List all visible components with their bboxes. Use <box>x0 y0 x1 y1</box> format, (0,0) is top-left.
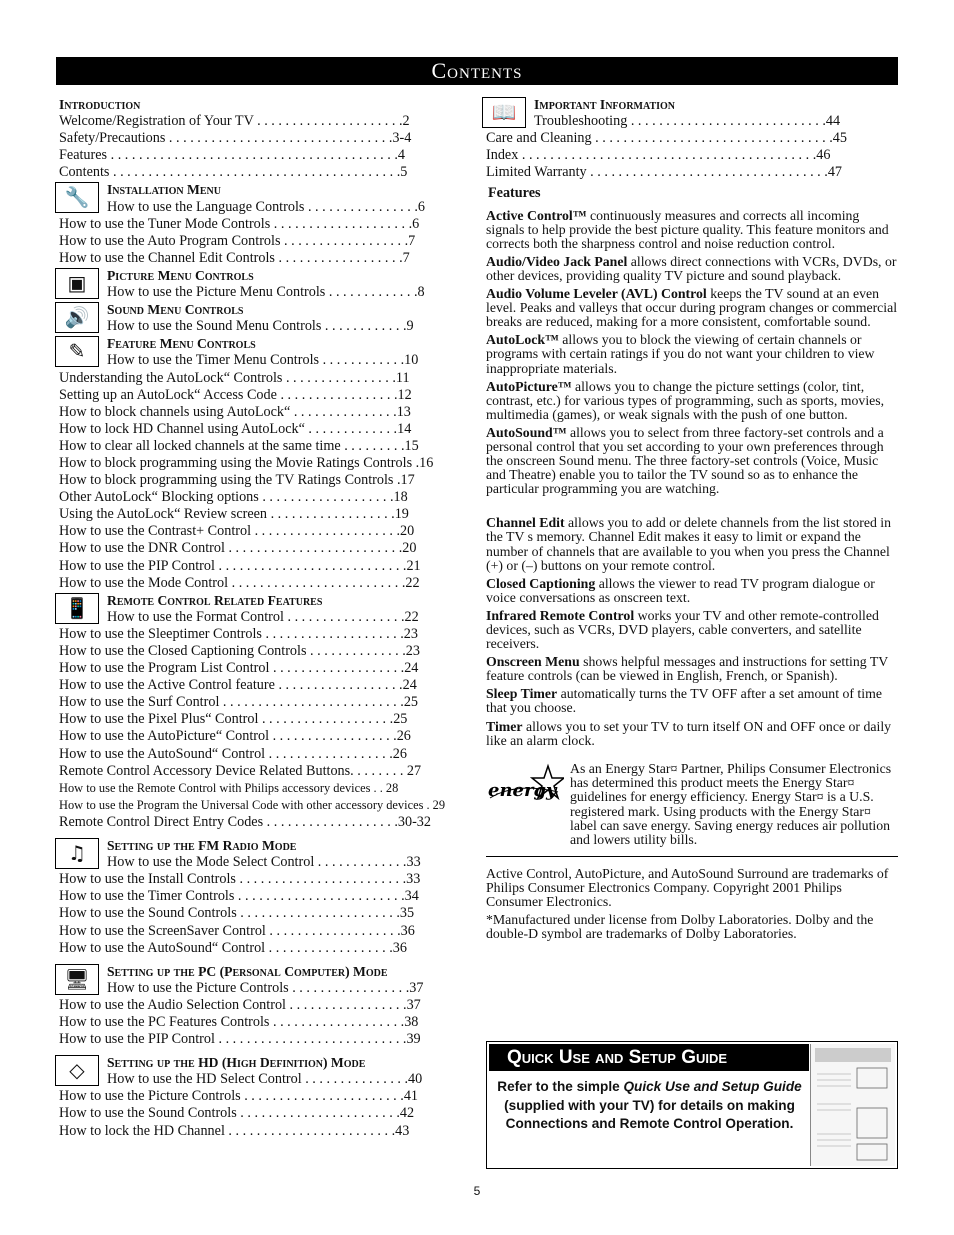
feature-description <box>486 655 898 683</box>
toc-entry[interactable]: How to use the Pixel Plus“ Control . . . . . . . . . . . . . . . . . . .25 <box>59 711 408 728</box>
feature-term: Audio/Video Jack Panel <box>486 253 628 269</box>
toc-entry[interactable]: How to use the DNR Control . . . . . . . . . . . . . . . . . . . . . . . . .20 <box>59 540 417 557</box>
toc-entry[interactable]: How to use the PIP Control . . . . . . . . . . . . . . . . . . . . . . . . . . .39 <box>59 1031 421 1048</box>
toc-entry[interactable]: How to use the AutoSound“ Control . . . . . . . . . . . . . . . . . .26 <box>59 745 407 762</box>
svg-text:energy: energy <box>488 779 557 801</box>
toc-entry[interactable]: Remote Control Accessory Device Related Buttons. . . . . . . . 27 <box>59 762 422 779</box>
energy-star-text: As an Energy Star¤ Partner, Philips Consumer Electronics has determined this product meets the Energy Star¤ guidelines for energy efficiency. Energy Star¤ is a U.S. registered mark. Using products with the Energy Star¤ label can save energy. Saving energy reduces air pollution and lowers utility bills. <box>570 760 892 848</box>
feature-text: works your TV and other remote-controlled devices, such as VCRs, DVD players, cable converters, and satellite receivers. <box>486 607 879 652</box>
toc-entry[interactable]: How to use the Language Controls . . . . . . . . . . . . . . . .6 <box>107 198 425 215</box>
section-feature <box>59 335 477 591</box>
feature-term: AutoPicture™ <box>486 378 572 394</box>
toc-entry[interactable]: Setting up an AutoLock“ Access Code . . . . . . . . . . . . . . . . .12 <box>59 386 412 403</box>
section-heading-pc: Setting up the PC (Personal Computer) Mode <box>107 963 388 979</box>
feature-term: Channel Edit <box>486 515 565 531</box>
feature-description <box>486 209 898 251</box>
feature-text: allows you to set your TV to turn itself ON and OFF once or daily like an alarm clock. <box>486 718 892 748</box>
tools-icon: 🔧 <box>55 182 99 213</box>
feature-text: allows you to change the picture settings (color, tint, contrast, etc.) for various types of programming, such as sports, movies, multimedia (games), or weak signals with the push of one button. <box>486 378 885 422</box>
toc-entry[interactable]: How to use the ScreenSaver Control . . . . . . . . . . . . . . . . . . .36 <box>59 922 415 939</box>
toc-entry[interactable]: How to use the Program the Universal Code with other accessory devices . 29 <box>59 797 446 812</box>
quick-guide-text: Refer to the simple Quick Use and Setup Guide (supplied with your TV) for details on making Connections and Remote Control Operation. <box>497 1079 802 1132</box>
feature-description <box>486 516 898 572</box>
toc-entry[interactable]: How to use the Picture Menu Controls . . . . . . . . . . . . .8 <box>107 284 425 301</box>
section-picture <box>59 267 477 301</box>
section-installation <box>59 181 477 266</box>
feature-text: allows direct connections with VCRs, DVDs, or other devices, providing quality TV picture and sound playback. <box>486 253 897 283</box>
toc-entry[interactable]: How to use the Sound Controls . . . . . . . . . . . . . . . . . . . . . . .35 <box>59 905 415 922</box>
toc-entry[interactable]: How to use the Install Controls . . . . . . . . . . . . . . . . . . . . . . . .33 <box>59 871 421 888</box>
toc-entry[interactable]: How to use the Tuner Mode Controls . . . . . . . . . . . . . . . . . . . .6 <box>59 215 420 232</box>
toc-entry[interactable]: How to use the AutoSound“ Control . . . . . . . . . . . . . . . . . .36 <box>59 939 407 956</box>
toc-entry[interactable]: Care and Cleaning . . . . . . . . . . . . . . . . . . . . . . . . . . . . . . . . . .45 <box>486 130 847 147</box>
toc-entry[interactable]: How to use the Sound Controls . . . . . . . . . . . . . . . . . . . . . . .42 <box>59 1105 415 1122</box>
feature-description <box>486 577 898 605</box>
section-heading-important: Important Information <box>534 97 676 112</box>
toc-entry[interactable]: How to clear all locked channels at the same time . . . . . . . . .15 <box>59 437 419 454</box>
toc-entry[interactable]: How to lock the HD Channel . . . . . . . . . . . . . . . . . . . . . . . .43 <box>59 1122 410 1139</box>
toc-entry[interactable]: How to use the Channel Edit Controls . . . . . . . . . . . . . . . . . .7 <box>59 249 410 266</box>
toc-entry[interactable]: How to use the AutoPicture“ Control . . . . . . . . . . . . . . . . . .26 <box>59 728 411 745</box>
toc-entry[interactable]: How to use the Auto Program Controls . . . . . . . . . . . . . . . . . .7 <box>59 232 416 249</box>
toc-entry[interactable]: How to use the Active Control feature . . . . . . . . . . . . . . . . . .24 <box>59 677 417 694</box>
toc-entry[interactable]: How to use the PIP Control . . . . . . . . . . . . . . . . . . . . . . . . . . .21 <box>59 557 421 574</box>
section-fm <box>59 837 477 957</box>
feature-term: Closed Captioning <box>486 575 596 591</box>
section-heading-installation: Installation Menu <box>107 182 221 198</box>
page-number: 5 <box>473 1184 481 1198</box>
toc-entry[interactable]: How to block programming using the Movie Ratings Controls .16 <box>59 454 434 471</box>
feature-text: shows helpful messages and instructions for setting TV feature controls (can be viewed in English, French, or Spanish). <box>486 654 888 684</box>
section-important <box>486 96 898 181</box>
music-note-icon: ♫ <box>55 838 99 869</box>
page-title: Contents <box>56 57 898 85</box>
toc-entry[interactable]: How to use the Timer Controls . . . . . . . . . . . . . . . . . . . . . . . .34 <box>59 888 419 905</box>
toc-entry[interactable]: How to use the Timer Menu Controls . . . . . . . . . . . .10 <box>107 352 419 369</box>
quick-guide-box <box>486 1041 898 1169</box>
feature-description <box>486 720 898 748</box>
computer-icon: 🖥 <box>55 964 99 995</box>
section-heading-picture: Picture Menu Controls <box>107 267 254 283</box>
section-heading-sound: Sound Menu Controls <box>107 302 244 318</box>
feature-icon: ✎ <box>55 336 99 367</box>
right-column <box>486 96 898 946</box>
picture-icon: ▣ <box>55 268 99 299</box>
toc-entry[interactable]: Using the AutoLock“ Review screen . . . . . . . . . . . . . . . . . .19 <box>59 506 409 523</box>
dolby-notice: *Manufactured under license from Dolby Laboratories. Dolby and the double-D symbol are trademarks of Dolby Laboratories. <box>486 912 874 942</box>
speaker-icon: 🔊 <box>55 302 99 333</box>
toc-entry[interactable]: How to use the Mode Control . . . . . . . . . . . . . . . . . . . . . . . . .22 <box>59 574 420 591</box>
toc-entry[interactable]: Welcome/Registration of Your TV . . . . . . . . . . . . . . . . . . . . .2 <box>59 113 410 130</box>
section-remote <box>59 592 477 831</box>
section-heading-fm: Setting up the FM Radio Mode <box>107 838 297 854</box>
feature-term: Onscreen Menu <box>486 654 580 670</box>
feature-text: allows you to add or delete channels from the list stored in the TV s memory. Channel Edit makes it easy to limit or expand the number of channels that are available to you when you press the Channel (+) or (–) buttons on your remote control. <box>486 515 892 573</box>
toc-entry[interactable]: How to use the Sleeptimer Controls . . . . . . . . . . . . . . . . . . . .23 <box>59 625 418 642</box>
toc-entry[interactable]: How to use the Picture Controls . . . . . . . . . . . . . . . . .37 <box>107 979 424 996</box>
toc-entry[interactable]: How to use the Mode Select Control . . . . . . . . . . . . .33 <box>107 854 421 871</box>
divider <box>486 856 898 857</box>
toc-entry[interactable]: How to lock HD Channel using AutoLock“ . . . . . . . . . . . . .14 <box>59 420 412 437</box>
features-list <box>486 209 898 748</box>
feature-description <box>486 426 898 496</box>
feature-term: AutoLock™ <box>486 332 559 348</box>
feature-description <box>486 333 898 375</box>
toc-entry[interactable]: How to block channels using AutoLock“ . . . . . . . . . . . . . . .13 <box>59 403 411 420</box>
toc-entry[interactable]: How to use the HD Select Control . . . . . . . . . . . . . . .40 <box>107 1071 423 1088</box>
feature-term: Timer <box>486 718 523 734</box>
feature-term: Sleep Timer <box>486 686 558 702</box>
feature-text: allows the viewer to read TV program dialogue or voice conversations as onscreen text. <box>486 575 875 605</box>
feature-text: automatically turns the TV OFF after a set amount of time that you choose. <box>486 686 882 716</box>
toc-entry[interactable]: How to use the Contrast+ Control . . . . . . . . . . . . . . . . . . . . .20 <box>59 523 415 540</box>
toc-entry[interactable]: How to use the Format Control . . . . . . . . . . . . . . . . .22 <box>107 608 419 625</box>
features-heading: Features <box>488 185 541 202</box>
feature-term: Active Control™ <box>486 207 587 223</box>
book-icon: 📖 <box>482 97 526 128</box>
toc-entry[interactable]: How to use the Closed Captioning Controls . . . . . . . . . . . . . .23 <box>59 643 420 659</box>
feature-term: Infrared Remote Control <box>486 607 635 623</box>
trademark-notice: Active Control, AutoPicture, and AutoSound Surround are trademarks of Philips Consumer Electronics Company. Copyright 2001 Philips Consumer Electronics. <box>486 865 889 909</box>
section-heading-hd: Setting up the HD (High Definition) Mode <box>107 1055 366 1071</box>
energy-star-notice <box>486 762 898 848</box>
feature-text: continuously measures and corrects all incoming signals to help provide the best picture quality. This feature monitors and corrects both the sharpness control and noise reduction control. <box>486 207 889 251</box>
feature-text: keeps the TV sound at an even level. Peaks and valleys that occur during program changes or commercial breaks are reduced, making for a more consistent, comfortable sound. <box>486 286 898 330</box>
toc-entry[interactable]: Contents . . . . . . . . . . . . . . . . . . . . . . . . . . . . . . . . . . . . . . . . .5 <box>59 164 408 181</box>
toc-entry[interactable]: Other AutoLock“ Blocking options . . . . . . . . . . . . . . . . . . .18 <box>59 489 408 506</box>
feature-description <box>486 687 898 715</box>
toc-entry[interactable]: Features . . . . . . . . . . . . . . . . . . . . . . . . . . . . . . . . . . . . . . . . .4 <box>59 147 406 164</box>
toc-entry[interactable]: Safety/Precautions . . . . . . . . . . . . . . . . . . . . . . . . . . . . . . . .3-4 <box>59 130 412 147</box>
toc-entry[interactable]: How to use the Surf Control . . . . . . . . . . . . . . . . . . . . . . . . . .25 <box>59 694 419 711</box>
left-column <box>59 96 477 1140</box>
feature-text: allows you to select from three factory-set controls and a personal control that you set according to your own preferences through the onscreen Sound menu. The three factory-set controls (Voice, Music and Theatre) enable you to tailor the TV sound so as to enhance the particular programming you are watching. <box>486 424 884 497</box>
feature-description <box>486 255 898 283</box>
toc-entry[interactable]: How to use the Picture Controls . . . . . . . . . . . . . . . . . . . . . . .41 <box>59 1088 419 1105</box>
toc-entry[interactable]: How to block programming using the TV Ratings Controls .17 <box>59 472 415 489</box>
toc-entry[interactable]: Remote Control Direct Entry Codes . . . . . . . . . . . . . . . . . . .30-32 <box>59 813 431 830</box>
section-heading-remote: Remote Control Related Features <box>107 592 323 608</box>
section-hd <box>59 1054 477 1139</box>
toc-entry[interactable]: How to use the Audio Selection Control . . . . . . . . . . . . . . . . .37 <box>59 996 421 1013</box>
toc-entry[interactable]: How to use the Remote Control with Philips accessory devices . . 28 <box>59 780 399 795</box>
feature-term: Audio Volume Leveler (AVL) Control <box>486 286 707 302</box>
feature-term: AutoSound™ <box>486 424 567 440</box>
toc-entry[interactable]: Index . . . . . . . . . . . . . . . . . . . . . . . . . . . . . . . . . . . . . . . . . .46 <box>486 147 831 164</box>
quick-guide-heading: Quick Use and Setup Guide <box>489 1044 809 1071</box>
remote-icon: 📱 <box>55 593 99 624</box>
feature-description <box>486 380 898 422</box>
feature-text: allows you to block the viewing of certain channels or programs with certain ratings if you do not want your children to view inappropriate materials. <box>486 332 875 376</box>
toc-entry[interactable]: Understanding the AutoLock“ Controls . . . . . . . . . . . . . . . .11 <box>59 369 410 386</box>
diamond-icon: ◇ <box>55 1055 99 1086</box>
energy-star-logo-icon <box>486 762 564 810</box>
quick-guide-thumbnail-icon <box>810 1044 895 1166</box>
section-sound <box>59 301 477 335</box>
section-heading-feature: Feature Menu Controls <box>107 336 256 352</box>
feature-description <box>486 287 898 329</box>
feature-description <box>486 609 898 651</box>
toc-entry[interactable]: Troubleshooting . . . . . . . . . . . . . . . . . . . . . . . . . . . .44 <box>534 113 841 130</box>
toc-entry[interactable]: How to use the PC Features Controls . . . . . . . . . . . . . . . . . . .38 <box>59 1013 419 1030</box>
toc-entry[interactable]: Limited Warranty . . . . . . . . . . . . . . . . . . . . . . . . . . . . . . . . . .47 <box>486 164 843 181</box>
section-heading-introduction: Introduction <box>59 97 141 112</box>
toc-entry[interactable]: How to use the Sound Menu Controls . . . . . . . . . . . .9 <box>107 318 414 335</box>
toc-entry[interactable]: How to use the Program List Control . . . . . . . . . . . . . . . . . . .24 <box>59 660 419 677</box>
section-pc <box>59 963 477 1048</box>
